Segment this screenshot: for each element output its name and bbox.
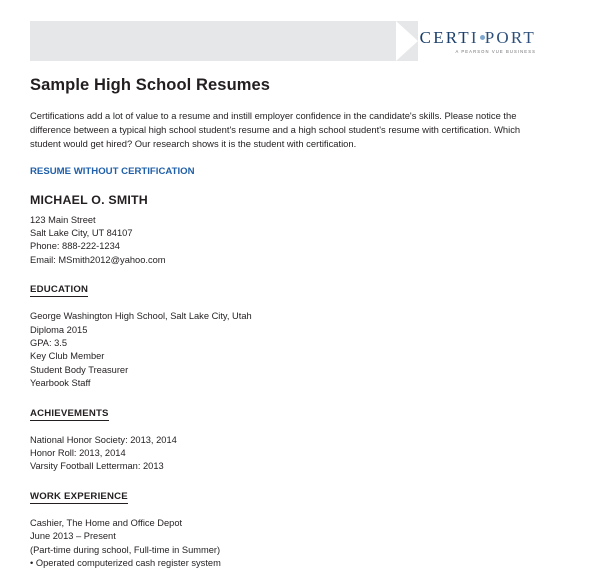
logo-tagline: A PEARSON VUE BUSINESS xyxy=(455,49,536,54)
achievement-line: Honor Roll: 2013, 2014 xyxy=(30,448,126,459)
document-content xyxy=(30,76,560,571)
logo-port-text: PORT xyxy=(484,28,536,47)
logo-wordmark xyxy=(420,29,536,46)
section-heading-achievements: ACHIEVEMENTS xyxy=(30,407,109,419)
work-line: (Part-time during school, Full-time in Summer) xyxy=(30,544,221,555)
section-heading-work-experience: WORK EXPERIENCE xyxy=(30,490,128,502)
education-line: GPA: 3.5 xyxy=(30,338,68,349)
section-body-achievements xyxy=(30,434,560,474)
candidate-phone: Phone: 888-222-1234 xyxy=(30,241,120,252)
section-body-education xyxy=(30,310,560,390)
resume-section-link[interactable]: RESUME WITHOUT CERTIFICATION xyxy=(30,165,195,177)
section-body-work-experience xyxy=(30,517,560,571)
achievement-line: Varsity Football Letterman: 2013 xyxy=(30,461,164,472)
work-line: Cashier, The Home and Office Depot xyxy=(30,517,183,528)
page-title: Sample High School Resumes xyxy=(30,76,271,94)
certiport-logo xyxy=(420,29,536,54)
resume-section-education xyxy=(30,267,560,390)
section-heading-education: EDUCATION xyxy=(30,284,89,296)
logo-cert-text: CERT xyxy=(419,28,471,47)
resume-section-work-experience xyxy=(30,474,560,571)
header-banner xyxy=(30,21,570,61)
logo-i-text: I xyxy=(470,28,479,47)
candidate-email: Email: MSmith2012@yahoo.com xyxy=(30,254,166,265)
candidate-street: 123 Main Street xyxy=(30,214,96,225)
candidate-city-state-zip: Salt Lake City, UT 84107 xyxy=(30,228,133,239)
education-line: Diploma 2015 xyxy=(30,324,88,335)
education-line: Student Body Treasurer xyxy=(30,364,129,375)
work-line: June 2013 – Present xyxy=(30,531,116,542)
education-line: George Washington High School, Salt Lake City, Utah xyxy=(30,311,252,322)
work-line: • Operated computerized cash register system xyxy=(30,558,221,569)
education-line: Key Club Member xyxy=(30,351,105,362)
candidate-name: MICHAEL O. SMITH xyxy=(30,192,148,207)
achievement-line: National Honor Society: 2013, 2014 xyxy=(30,434,177,445)
banner-arrow-icon xyxy=(396,21,418,61)
resume-section-achievements xyxy=(30,391,560,474)
education-line: Yearbook Staff xyxy=(30,378,91,389)
intro-paragraph: Certifications add a lot of value to a resume and instill employer confidence in the candidate's skills. Please notice the difference between a typical high school student's resume and a high school student's resume with certification. Which student would get hired? Our research shows it is the student with certification. xyxy=(30,110,521,150)
